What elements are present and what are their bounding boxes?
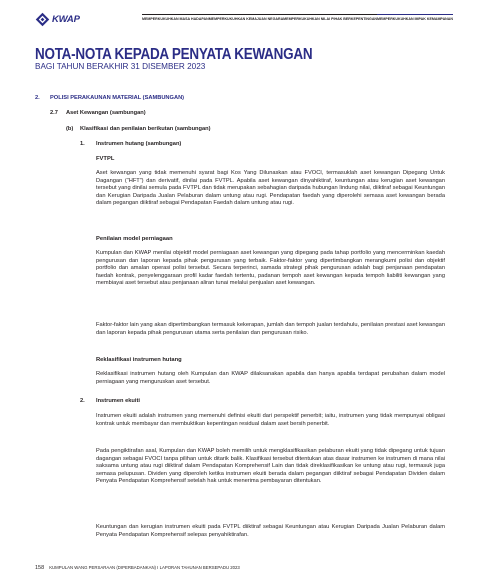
nav-item-nilai-pihak[interactable]: MEMPERKUKUHKAN NILAI PIHAK BERKEPENTINGAN	[283, 14, 377, 21]
subsubsection-number: (b)	[66, 126, 74, 132]
page-title: NOTA-NOTA KEPADA PENYATA KEWANGAN	[35, 46, 313, 63]
fvtpl-paragraph: Aset kewangan yang tidak memenuhi syarat bagi Kos Yang Dilunaskan atau FVOCI, termasuklah aset kewangan Dipegang Untuk Dagangan (“HFT”) dan derivatif, dinilai pada FVTPL. Apabila aset kewangan dinyahiktiraf, keuntungan atau kerugian aset kewangan tersebut yang dinilai semula pada FVTPL dan tidak merupakan sebahagian daripada hubungan lindung nilai, diiktiraf sebagai Keuntungan dan Kerugian Daripada Jualan Pelaburan dalam untung atau rugi. Pendapatan faedah yang diperolehi semasa aset kewangan berada dalam pegangan diiktiraf sebagai Pendapatan Faedah dalam untung atau rugi.	[96, 170, 445, 207]
page-number: 158	[35, 565, 45, 571]
equity-paragraph-2: Pada pengiktirafan asal, Kumpulan dan KWAP boleh memilih untuk mengklasifikasikan pelaburan ekuiti yang tidak dipegang untuk tujuan dagangan sebagai FVOCI tanpa pilihan untuk ditarik balik. Klasifikasi tersebut ditentukan atas dasar instrumen ke instrumen di mana nilai saksama untung atau rugi diiktiraf dalam Pendapatan Komprehensif Lain dan tidak direklasifikasikan ke untung atau rugi, termasuk juga semasa pelupusan. Dividen yang diperoleh ketika instrumen ekuiti berada dalam pegangan diiktiraf sebagai Pendapatan Dividen dalam Penyata Pendapatan Komprehensif setelah hak untuk menerima pembayaran ditentukan.	[96, 448, 445, 485]
reclass-paragraph: Reklasifikasi instrumen hutang oleh Kumpulan dan KWAP dilaksanakan apabila dan hanya apabila terdapat perubahan dalam model perniagaan yang menguruskan aset tersebut.	[96, 371, 445, 385]
item1-number: 1.	[80, 141, 85, 147]
fvtpl-heading: FVTPL	[96, 156, 115, 162]
reclass-heading: Reklasifikasi instrumen hutang	[96, 357, 182, 363]
section-number: 2.	[35, 95, 40, 101]
subsection-title: Aset Kewangan (sambungan)	[66, 110, 146, 116]
equity-paragraph-3: Keuntungan dan kerugian instrumen ekuiti pada FVTPL diiktiraf sebagai Keuntungan atau Kerugian Daripada Jualan Pelaburan dalam Penyata Pendapatan Komprehensif selepas penyahiktirafan.	[96, 524, 445, 538]
footer-text: KUMPULAN WANG PERSARAAN (DIPERBADANKAN) I LAPORAN TAHUNAN BERSEPADU 2023	[49, 565, 240, 570]
top-navigation	[142, 14, 453, 21]
nav-item-masa-hadapan[interactable]: MEMPERKUKUHKAN MASA HADAPAN	[142, 14, 209, 21]
model-heading: Penilaian model perniagaan	[96, 236, 173, 242]
kwap-logo-icon	[35, 12, 50, 27]
model-paragraph: Kumpulan dan KWAP menilai objektif model perniagaan aset kewangan yang dipegang pada tahap portfolio yang mencerminkan kaedah pengurusan dan laporan kepada pihak pengurusan yang terbaik. Faktor-faktor yang dipertimbangkan merangkumi polisi dan objektif portfolio dan amalan operasi polisi tersebut. Secara terperinci, samada strategi pihak pengurusan adalah bagi penjanaan pendapatan faedah kontrak, penyelenggaraan profil kadar faedah tertentu, padanan tempoh aset kewangan kepada tempoh liabiliti kewangan yang membiayai aset tersebut atau penjanaan aliran tunai melalui penjualan aset kewangan.	[96, 250, 445, 287]
logo-text: KWAP	[52, 14, 80, 25]
subsection-number: 2.7	[50, 110, 58, 116]
section-title: POLISI PERAKAUNAN MATERIAL (SAMBUNGAN)	[50, 95, 185, 101]
page-footer	[35, 565, 240, 571]
kwap-logo	[35, 12, 80, 27]
nav-item-kemajuan-negara[interactable]: MEMPERKUKUHKAN KEMAJUAN NEGARA	[209, 14, 283, 21]
equity-paragraph-1: Instrumen ekuiti adalah instrumen yang memenuhi definisi ekuiti dari perspektif penerbit; iaitu, instrumen yang tidak mempunyai obligasi kontrak untuk membayar dan membuktikan kepentingan residual dalam aset bersih penerbit.	[96, 413, 445, 427]
subsubsection-title: Klasifikasi dan penilaian berikutan (sambungan)	[80, 126, 211, 132]
nav-item-impak-kemampanan[interactable]: MEMPERKUKUHKAN IMPAK KEMAMPANAN	[377, 14, 453, 21]
item2-number: 2.	[80, 398, 85, 404]
item1-title: Instrumen hutang (sambungan)	[96, 141, 182, 147]
page-subtitle: BAGI TAHUN BERAKHIR 31 DISEMBER 2023	[35, 62, 206, 71]
model-paragraph-2: Faktor-faktor lain yang akan dipertimbangkan termasuk kekerapan, jumlah dan tempoh jualan terdahulu, penilaian prestasi aset kewangan dan laporan kepada pihak pengurusan utama serta penilaian dan pengurusan risiko.	[96, 322, 445, 336]
item2-title: Instrumen ekuiti	[96, 398, 140, 404]
